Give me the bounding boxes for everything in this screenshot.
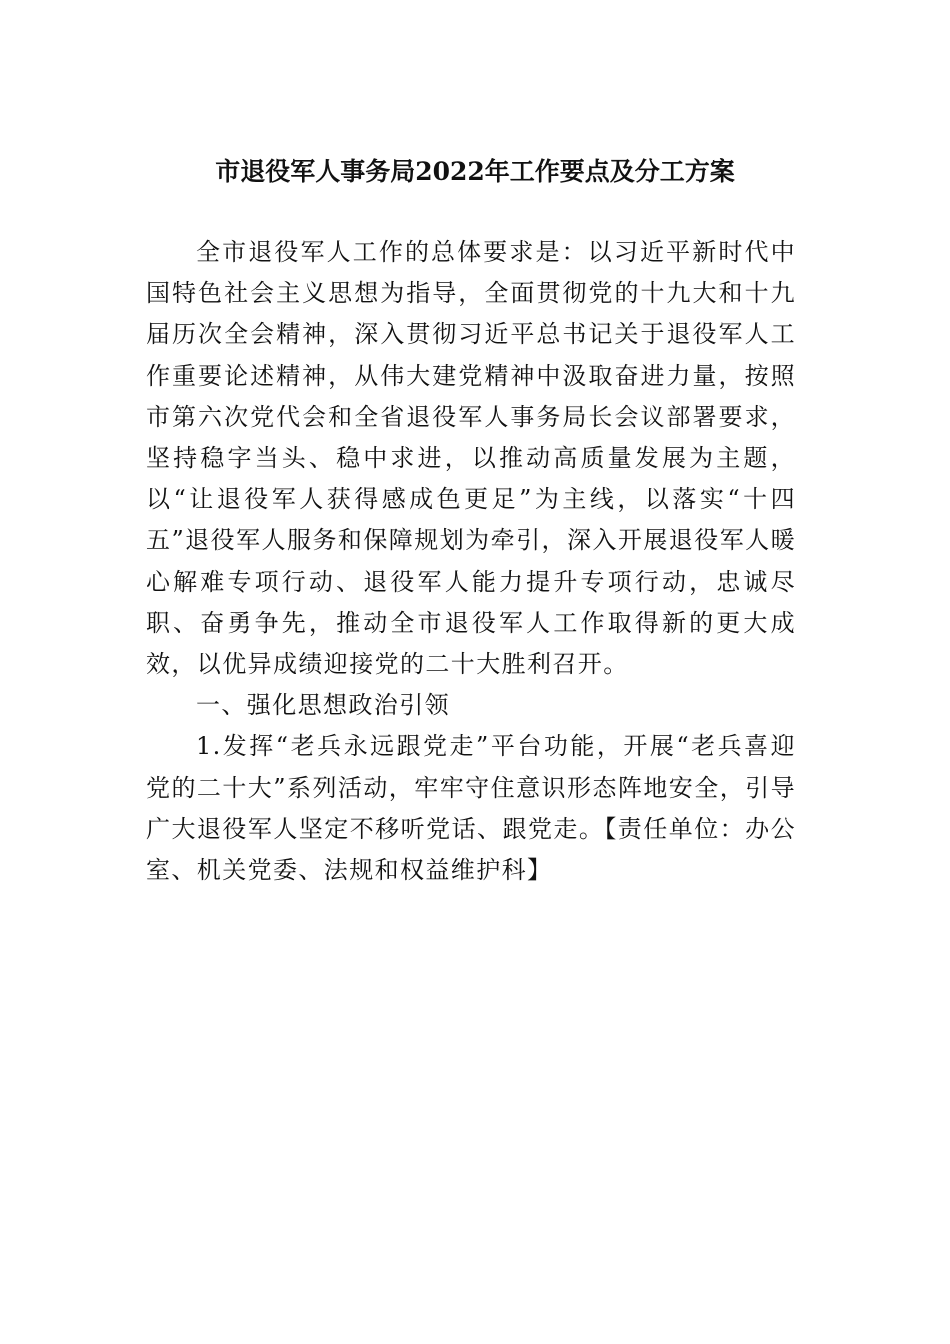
intro-paragraph: 全市退役军人工作的总体要求是：以习近平新时代中国特色社会主义思想为指导，全面贯彻党的十九大和十九届历次全会精神，深入贯彻习近平总书记关于退役军人工作重要论述精神，从伟大建党精神中汲取奋进力量，按照市第六次党代会和全省退役军人事务局长会议部署要求，坚持稳字当头、稳中求进，以推动高质量发展为主题，以“让退役军人获得感成色更足”为主线，以落实“十四五”退役军人服务和保障规划为牵引，深入开展退役军人暖心解难专项行动、退役军人能力提升专项行动，忠诚尽职、奋勇争先，推动全市退役军人工作取得新的更大成效，以优异成绩迎接党的二十大胜利召开。: [146, 238, 796, 679]
item-paragraph-1: 1.发挥“老兵永远跟党走”平台功能，开展“老兵喜迎党的二十大”系列活动，牢牢守住意识形态阵地安全，引导广大退役军人坚定不移听党话、跟党走。【责任单位：办公室、机关党委、法规和权益维护科】: [146, 732, 796, 885]
section-heading-1: 一、强化思想政治引领: [196, 691, 450, 720]
document-title: 市退役军人事务局2022年工作要点及分工方案: [215, 157, 735, 186]
document-body: [146, 232, 796, 891]
